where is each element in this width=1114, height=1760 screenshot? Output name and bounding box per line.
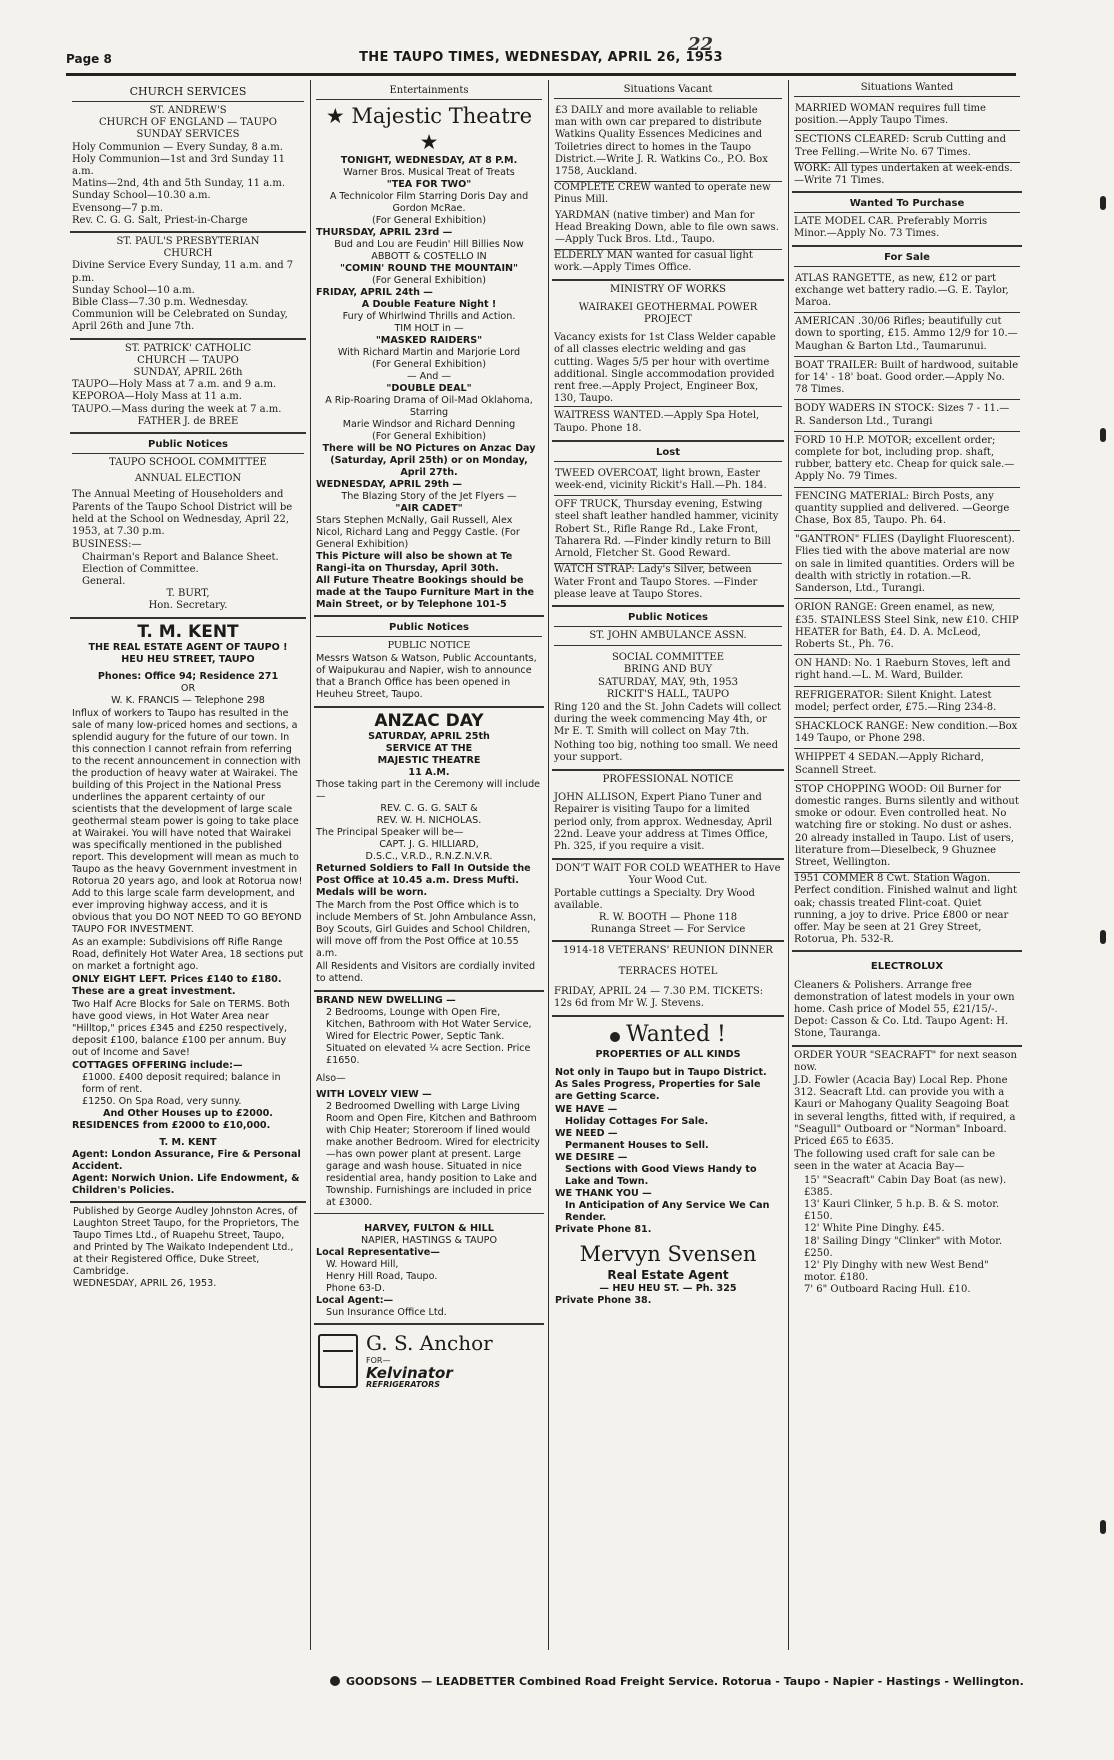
rep-line: Phone 63-D. xyxy=(326,1283,385,1294)
phone-line: OR xyxy=(180,682,196,694)
situations-vacant-section xyxy=(552,80,784,281)
screening-date: THURSDAY, APRIL 23rd — xyxy=(316,227,453,238)
screening-line: A Double Feature Night ! xyxy=(361,299,497,310)
lost-section xyxy=(552,442,784,607)
classified-ad: REFRIGERATOR: Silent Knight. Latest model; perfect order, £75.—Ring 234-8. xyxy=(794,687,1020,718)
column-4 xyxy=(792,80,1022,1670)
classified-ad: ON HAND: No. 1 Raeburn Stoves, left and right hand.—L. M. Ward, Builder. xyxy=(794,655,1020,686)
notice-line: There will be NO Pictures on Anzac Day (Saturday, April 25th) or on Monday, April 27th. xyxy=(322,443,536,478)
screening-line: A Rip-Roaring Drama of Oil-Mad Oklahoma, Starring xyxy=(325,395,533,418)
screening-line: Stars Stephen McNally, Gail Russell, Alex Nicol, Richard Lang and Peggy Castle. (For General Exhibition) xyxy=(316,515,520,550)
wanted-heading: WE NEED — xyxy=(555,1128,618,1140)
boat-listing: 12' White Pine Dinghy. £45. xyxy=(804,1223,945,1235)
notice-text: Nothing too big, nothing too small. We need your support. xyxy=(554,739,778,763)
wanted-detail: Permanent Houses to Sell. xyxy=(565,1140,709,1152)
advert-body: As an example: Subdivisions off Rifle Range Road, definitely Hot Water Area, 18 sections put on market a fortnight ago. xyxy=(72,936,304,972)
st-patricks-section xyxy=(70,340,306,434)
notice-title: ANZAC DAY xyxy=(374,711,484,731)
church-name: CHURCH — TAUPO xyxy=(137,354,239,366)
screening-line: (For General Exhibition) xyxy=(371,215,486,226)
refrigerator-icon xyxy=(318,1334,358,1388)
advert-body: The following used craft for sale can be seen in the water at Acacia Bay— xyxy=(794,1149,996,1173)
bullet-icon xyxy=(330,1676,340,1686)
notice-subtitle: RICKIT'S HALL, TAUPO xyxy=(606,688,730,700)
classified-ad: YARDMAN (native timber) and Man for Head Breaking Down, able to file own saws.—Apply Tuck Bros. Ltd., Taupo. xyxy=(554,207,782,251)
column-rule xyxy=(788,80,789,1650)
notice-subtitle: SATURDAY, APRIL 25th xyxy=(368,731,490,742)
st-john-notice xyxy=(552,607,784,771)
screening-line: Warner Bros. Musical Treat of Treats xyxy=(343,167,515,178)
wanted-heading: WE THANK YOU — xyxy=(555,1188,652,1200)
notice-subtitle: SERVICE AT THE xyxy=(385,743,473,754)
film-title: "DOUBLE DEAL" xyxy=(386,383,472,394)
wanted-detail: Sections with Good Views Handy to Lake and Town. xyxy=(565,1164,757,1188)
notice-text: FRIDAY, APRIL 24 — 7.30 P.M. TICKETS: 12s 6d from Mr W. J. Stevens. xyxy=(554,985,764,1009)
boat-listing: 12' Ply Dinghy with new West Bend" motor. £180. xyxy=(804,1260,989,1284)
agenda-item: General. xyxy=(82,575,126,587)
notice-subtitle: TERRACES HOTEL xyxy=(618,965,718,977)
service-line: Bible Class—7.30 p.m. Wednesday. xyxy=(72,297,249,309)
notice-text: Those taking part in the Ceremony will include— xyxy=(316,779,541,802)
st-pauls-section xyxy=(70,233,306,340)
wanted-detail: In Anticipation of Any Service We Can Render. xyxy=(565,1200,770,1224)
page-edge-mark xyxy=(1100,428,1106,442)
notice-text: Ring 120 and the St. John Cadets will collect during the week commencing May 4th, or Mr E. T. Smith will collect on May 7th. xyxy=(554,701,782,738)
service-line: Sunday School—10 a.m. xyxy=(72,284,195,296)
professional-notice xyxy=(552,771,784,860)
advert-title: Wanted ! xyxy=(626,1022,726,1048)
notice-title: PUBLIC NOTICE xyxy=(387,640,471,651)
section-heading: For Sale xyxy=(794,250,1020,267)
participant: CAPT. J. G. HILLIARD, xyxy=(379,839,479,850)
brand-prefix: FOR— xyxy=(366,1356,391,1365)
classified-ad: COMPLETE CREW wanted to operate new Pinus Mill. xyxy=(554,182,771,206)
advert-subtitle: PROPERTIES OF ALL KINDS xyxy=(595,1049,741,1061)
wanted-heading: WE HAVE — xyxy=(555,1104,618,1116)
anchor-kelvinator-advert xyxy=(314,1325,544,1397)
screening-date: FRIDAY, APRIL 24th — xyxy=(316,287,433,298)
notice-text: JOHN ALLISON, Expert Piano Tuner and Repairer is visiting Taupo for a limited period only, from approx. Wednesday, April 22nd. Leave your address at Times Office, Ph. 325, if you require a visit. xyxy=(554,792,773,852)
listing-text: Also— xyxy=(316,1073,346,1084)
advert-body: J.D. Fowler (Acacia Bay) Local Rep. Phone 312. Seacraft Ltd. can provide you with a Kauri or Mahogany Quality Seagoing Boat in several lengths, fitted with, if required, a "Seagull" Outboard or "Norman" Inboard. Priced £65 to £635. xyxy=(794,1075,1016,1148)
notice-title: TAUPO SCHOOL COMMITTEE xyxy=(109,457,267,469)
bullet-icon xyxy=(610,1032,620,1042)
rep-heading: Local Representative— xyxy=(316,1247,440,1258)
film-title: "AIR CADET" xyxy=(395,503,463,514)
screening-date: TONIGHT, WEDNESDAY, AT 8 P.M. xyxy=(340,155,518,166)
column-1 xyxy=(70,80,306,1670)
boat-listing: 15' "Seacraft" Cabin Day Boat (as new). £385. xyxy=(804,1174,1007,1198)
classified-ad: BOAT TRAILER: Built of hardwood, suitable for 14' - 18' boat. Good order.—Apply No. 78 Times. xyxy=(794,357,1020,401)
listing-text: 2 Bedroomed Dwelling with Large Living Room and Open Fire, Kitchen and Bathroom with Chip Heater; Storeroom if lined would make another Bedroom. Wired for electricity —has own power plant at present. Large garage and wash house. Situated in nice residential area, handy position to Lake and Township. Furnishings are included in price at £3000. xyxy=(326,1101,540,1208)
service-line: Matins—2nd, 4th and 5th Sunday, 11 a.m. xyxy=(72,178,286,190)
advert-subtitle: THE REAL ESTATE AGENT OF TAUPO ! xyxy=(88,641,288,653)
notice-subtitle: SOCIAL COMMITTEE xyxy=(611,652,725,664)
boat-listing: 18' Sailing Dingy "Clinker" with Motor. £250. xyxy=(804,1235,1003,1259)
service-line: Holy Communion — Every Sunday, 8 a.m. xyxy=(72,141,283,153)
service-line: KEPOROA—Holy Mass at 11 a.m. xyxy=(72,391,242,403)
boat-listing: 7' 6" Outboard Racing Hull. £10. xyxy=(804,1284,971,1296)
column-2 xyxy=(314,80,544,1670)
rep-heading: Local Agent:— xyxy=(316,1295,394,1306)
signatory-role: Hon. Secretary. xyxy=(148,600,228,612)
advert-contact: Runanga Street — For Service xyxy=(590,924,746,936)
screening-line: Bud and Lou are Feudin' Hill Billies Now xyxy=(334,239,524,250)
screening-line: Fury of Whirlwind Thrills and Action. xyxy=(342,311,516,322)
agent-line: Agent: London Assurance, Fire & Personal Accident. xyxy=(72,1148,301,1172)
advert-body: Influx of workers to Taupo has resulted in the sale of many low-priced homes and sections, a splendid augury for the future of our town. In this connection I cannot refrain from referring to the recent announcement in connection with the production of heavy water at Wairakei. The building of this Project in the National Press underlines the apparent certainty of our scientists that the development of large scale geothermal steam power is going to take place at Wairakei. You will have noted that Wairakei was specifically mentioned in the published report. This development will mean as much to Taupo as the heavy Government investment in Rotorua 20 years ago, and look at Rotorua now! Add to this large scale farm development, and ever improving highway access, and it is obvious that you DO NOT NEED TO GO BEYOND TAUPO FOR INVESTMENT. xyxy=(72,707,303,935)
page-edge-mark xyxy=(1100,196,1106,210)
advert-subtitle: HEU HEU STREET, TAUPO xyxy=(121,653,255,665)
agent-name: Mervyn Svensen xyxy=(579,1242,757,1267)
church-subhead: SUNDAY SERVICES xyxy=(136,129,240,141)
notice-subtitle: SATURDAY, MAY, 9th, 1953 xyxy=(597,676,738,688)
notice-subtitle: MAJESTIC THEATRE xyxy=(377,755,481,766)
public-notices-section xyxy=(70,434,306,618)
classified-ad: TWEED OVERCOAT, light brown, Easter week-end, vicinity Rickit's Hall.—Ph. 184. xyxy=(554,465,782,496)
brand-subtitle: REFRIGERATORS xyxy=(366,1380,441,1389)
notice-text: The Annual Meeting of Householders and Parents of the Taupo School District will be held at the School on Wednesday, April 22, 1953, at 7.30 p.m. xyxy=(72,489,293,538)
advert-highlight: ONLY EIGHT LEFT. Prices £140 to £180. These are a great investment. xyxy=(72,973,282,997)
harvey-fulton-hill-advert xyxy=(314,1214,544,1325)
screening-line: With Richard Martin and Marjorie Lord xyxy=(337,347,521,358)
screening-date: WEDNESDAY, APRIL 29th — xyxy=(316,479,462,490)
column-rule xyxy=(310,80,311,1650)
classified-ad: ORION RANGE: Green enamel, as new, £35. STAINLESS Steel Sink, new £10. CHIP HEATER for Bath, £4. D. A. McLeod, Roberts St., Ph. 76. xyxy=(794,599,1020,655)
public-notice-watson xyxy=(314,617,544,708)
film-title: "MASKED RAIDERS" xyxy=(375,335,483,346)
listing-title: WITH LOVELY VIEW — xyxy=(316,1089,432,1100)
classified-ad: ELDERLY MAN wanted for casual light work.—Apply Times Office. xyxy=(554,250,753,274)
agenda-item: Election of Committee. xyxy=(82,563,199,575)
section-heading: Wanted To Purchase xyxy=(794,196,1020,213)
page-header xyxy=(66,48,1016,76)
church-name: ST. PAUL'S PRESBYTERIAN xyxy=(116,236,260,248)
classified-ad: SECTIONS CLEARED: Scrub Cutting and Tree Felling.—Write No. 67 Times. xyxy=(794,131,1020,162)
classified-ad: AMERICAN .30/06 Rifles; beautifully cut down to sporting, £15. Ammo 12/9 for 10.—Maughan & Barton Ltd., Taumarunui. xyxy=(794,313,1020,357)
notice-text: The March from the Post Office which is to include Members of St. John Ambulance Assn, Boy Scouts, Girl Guides and School Children, will move off from the Post Office at 10.55 a.m. xyxy=(316,900,537,959)
participant: REV. C. G. G. SALT & xyxy=(380,803,478,814)
section-heading: Situations Vacant xyxy=(554,82,782,99)
electrolux-advert xyxy=(792,952,1022,1046)
listing-text: 2 Bedrooms, Lounge with Open Fire, Kitchen, Bathroom with Hot Water Service, Wired for Electric Power, Septic Tank. Situated on elevated ¼ acre Section. Price £1650. xyxy=(326,1007,532,1066)
church-services-section xyxy=(70,80,306,233)
classified-ad: WORK: All types undertaken at week-ends.—Write 71 Times. xyxy=(794,162,1013,187)
classified-ad: SHACKLOCK RANGE: New condition.—Box 149 Taupo, or Phone 298. xyxy=(794,718,1020,749)
classified-ad: BODY WADERS IN STOCK: Sizes 7 - 11.—R. Sanderson Ltd., Turangi xyxy=(794,400,1020,431)
seacraft-advert xyxy=(792,1047,1022,1300)
priest-name: FATHER J. de BREE xyxy=(137,415,239,427)
notice-subtitle: BRING AND BUY xyxy=(623,664,713,676)
advert-contact: R. W. BOOTH — Phone 118 xyxy=(598,911,738,923)
classified-ad: OFF TRUCK, Thursday evening, Estwing steel shaft leather handled hammer, vicinity Robert St., Rifle Range Rd., Lake Front, Taharera Rd. —Finder kindly return to Bill Arnold, Fletcher St. Good Reward. xyxy=(554,496,782,564)
service-line: Holy Communion—1st and 3rd Sunday 11 a.m. xyxy=(72,153,285,178)
advert-title: ELECTROLUX xyxy=(870,961,944,973)
classified-ad: 1951 COMMER 8 Cwt. Station Wagon. Perfect condition. Finished walnut and light oak; chassis treated Flint-coat. Quiet running, a joy to drive. Price £800 or near offer. May be seen at 21 Grey Street, Rotorua, Ph. 532-R. xyxy=(794,873,1017,946)
classified-ad: FENCING MATERIAL: Birch Posts, any quantity supplied and delivered. —George Chase, Box 85, Taupo. Ph. 64. xyxy=(794,488,1020,532)
classified-ad: "GANTRON" FLIES (Daylight Fluorescent). Flies tied with the above material are now on sale in limited quantities. Orders will be dealth with strictly in rotation.—R. Sanderson, Ltd., Turangi. xyxy=(794,531,1020,599)
service-line: Evensong—7 p.m. xyxy=(72,202,164,214)
notice-title: MINISTRY OF WORKS xyxy=(609,283,727,295)
service-line: TAUPO—Holy Mass at 7 a.m. and 9 a.m. xyxy=(72,379,277,391)
brand-logo: Kelvinator xyxy=(366,1364,453,1382)
listing-item: £1250. On Spa Road, very sunny. xyxy=(82,1095,242,1107)
agency-name: HARVEY, FULTON & HILL xyxy=(364,1223,494,1234)
column-3 xyxy=(552,80,784,1670)
advert-title: T. M. KENT xyxy=(137,621,239,642)
screening-line: (For General Exhibition) xyxy=(371,275,486,286)
imprint-date: WEDNESDAY, APRIL 26, 1953. xyxy=(73,1277,217,1289)
notice-text: BUSINESS:— xyxy=(72,539,142,551)
advert-body: Two Half Acre Blocks for Sale on TERMS. Both have good views, in Hot Water Area near "Hilltop," prices £345 and £250 respectively, deposit £100, balance £100 per annum. Buy out of Income and Save! xyxy=(72,998,290,1058)
advert-highlight: RESIDENCES from £2000 to £10,000. xyxy=(72,1119,271,1131)
footer-advert xyxy=(330,1675,1024,1688)
church-subhead: SUNDAY, APRIL 26th xyxy=(133,367,243,379)
advert-title: T. M. KENT xyxy=(159,1136,217,1148)
theatre-name: ★ Majestic Theatre ★ xyxy=(325,104,533,154)
wanted-to-purchase-section xyxy=(792,193,1022,246)
agency-locations: NAPIER, HASTINGS & TAUPO xyxy=(360,1235,498,1246)
classified-ad: £3 DAILY and more available to reliable man with own car prepared to distribute Watkins Quality Essences Medicines and Toiletries direct to homes in the Taupo District.—Write J. R. Watkins Co., P.O. Box 1758, Auckland. xyxy=(554,102,782,182)
situations-wanted-section xyxy=(792,80,1022,193)
agenda-item: Chairman's Report and Balance Sheet. xyxy=(82,551,279,563)
screening-line: (For General Exhibition) xyxy=(371,359,486,370)
service-line: Rev. C. G. G. Salt, Priest-in-Charge xyxy=(72,214,248,226)
phone-line: Private Phone 81. xyxy=(555,1224,652,1236)
dwelling-advert xyxy=(314,992,544,1214)
veterans-dinner-notice xyxy=(552,942,784,1017)
screening-line: The Blazing Story of the Jet Flyers — xyxy=(341,491,517,502)
signatory: T. BURT, xyxy=(166,588,210,600)
classified-ad: MARRIED WOMAN requires full time position.—Apply Taupo Times. xyxy=(794,100,1020,131)
notice-text: Messrs Watson & Watson, Public Accountants, of Waipukurau and Napier, wish to announce that a Branch Office has been opened in Heuheu Street, Taupo. xyxy=(316,653,537,700)
screening-line: ABBOTT & COSTELLO IN xyxy=(371,251,487,262)
entertainments-section xyxy=(314,80,544,617)
column-rule xyxy=(548,80,549,1650)
for-sale-section xyxy=(792,247,1022,953)
page-edge-mark xyxy=(1100,1520,1106,1534)
film-title: "TEA FOR TWO" xyxy=(386,179,472,190)
service-line: Communion will be Celebrated on Sunday, April 26th and June 7th. xyxy=(72,309,288,333)
notice-text: The Principal Speaker will be— xyxy=(316,827,464,838)
section-heading: CHURCH SERVICES xyxy=(72,83,304,102)
rep-line: W. Howard Hill, xyxy=(326,1259,399,1270)
boat-listing: 13' Kauri Clinker, 5 h.p. B. & S. motor. £150. xyxy=(804,1199,1000,1223)
agent-title: Real Estate Agent xyxy=(607,1268,729,1283)
classified-ad: LATE MODEL CAR. Preferably Morris Minor.—Apply No. 73 Times. xyxy=(794,216,988,240)
section-heading: Lost xyxy=(554,445,782,462)
classified-ad: ATLAS RANGETTE, as new, £12 or part exchange wet battery radio.—G. E. Taylor, Maroa. xyxy=(794,270,1020,314)
wanted-heading: WE DESIRE — xyxy=(555,1152,628,1164)
classified-ad: WATCH STRAP: Lady's Silver, between Water Front and Taupo Stores. —Finder please leave at Taupo Stores. xyxy=(554,564,758,600)
classified-ad: WHIPPET 4 SEDAN.—Apply Richard, Scannell Street. xyxy=(794,749,1020,780)
section-heading: Public Notices xyxy=(316,620,542,637)
footer-text: GOODSONS — LEADBETTER Combined Road Freight Service. Rotorua - Taupo - Napier - Hastings - Wellington. xyxy=(346,1675,1024,1688)
notice-title: PROFESSIONAL NOTICE xyxy=(602,773,734,785)
church-name: CHURCH OF ENGLAND — TAUPO xyxy=(99,117,277,129)
advert-body: Portable cuttings a Specialty. Dry Wood available. xyxy=(554,887,755,911)
mervyn-svensen-advert xyxy=(552,1017,784,1311)
agent-line: Agent: Norwich Union. Life Endowment, & Children's Policies. xyxy=(72,1172,300,1196)
notice-subtitle: WAIRAKEI GEOTHERMAL POWER PROJECT xyxy=(578,301,758,326)
section-heading: Situations Wanted xyxy=(794,80,1020,97)
section-heading: Public Notices xyxy=(72,437,304,454)
section-heading: Entertainments xyxy=(316,83,542,100)
dealer-name: G. S. Anchor xyxy=(366,1331,493,1355)
phone-line: Phones: Office 94; Residence 271 xyxy=(97,670,279,682)
wanted-detail: Holiday Cottages For Sale. xyxy=(565,1116,709,1128)
agent-address: — HEU HEU ST. — Ph. 325 xyxy=(599,1283,737,1295)
advert-body: Cleaners & Polishers. Arrange free demonstration of latest models in your own home. Cash price of Model 55, £21/15/-. Depot: Casson & Co. Ltd. Taupo Agent: H. Stone, Tauranga. xyxy=(794,979,1015,1040)
notice-line: This Picture will also be shown at Te Rangi-ita on Thursday, April 30th. xyxy=(316,551,513,574)
advert-title: DON'T WAIT FOR COLD WEATHER to Have Your Wood Cut. xyxy=(555,863,781,887)
section-heading: Public Notices xyxy=(554,610,782,627)
participant: REV. W. H. NICHOLAS. xyxy=(376,815,482,826)
advert-highlight: COTTAGES OFFERING include:— xyxy=(72,1059,243,1071)
screening-line: Marie Windsor and Richard Denning xyxy=(342,419,516,430)
church-name: ST. PATRICK' CATHOLIC xyxy=(124,342,252,354)
wood-cutting-advert xyxy=(552,860,784,942)
church-name: CHURCH xyxy=(163,248,213,260)
phone-line: W. K. FRANCIS — Telephone 298 xyxy=(111,694,265,706)
tm-kent-advert xyxy=(70,619,306,1203)
advert-highlight: And Other Houses up to £2000. xyxy=(103,1107,273,1119)
notice-text: Vacancy exists for 1st Class Welder capable of all classes electric welding and gas cutting. Wages 5/5 per hour with overtime additional. Single accommodation provided rent free.—Apply Project, Engineer Box, 130, Taupo. xyxy=(554,332,776,405)
screening-line: — And — xyxy=(406,371,452,382)
notice-highlight: Returned Soldiers to Fall In Outside the Post Office at 10.45 a.m. Dress Mufti. Medals will be worn. xyxy=(316,863,531,898)
screening-line: (For General Exhibition) xyxy=(371,431,486,442)
notice-line: All Future Theatre Bookings should be made at the Taupo Furniture Mart in the Main Street, or by Telephone 101-5 xyxy=(316,575,535,610)
advert-body: Not only in Taupo but in Taupo District. As Sales Progress, Properties for Sale are Getting Scarce. xyxy=(555,1067,767,1103)
screening-line: TIM HOLT in — xyxy=(394,323,464,334)
anzac-day-section xyxy=(314,708,544,992)
notice-title: 1914-18 VETERANS' REUNION DINNER xyxy=(563,945,773,957)
publisher-imprint: Published by George Audley Johnston Acres, of Laughton Street Taupo, for the Proprietors, The Taupo Times Ltd., of Ruapehu Street, Taupo, and Printed by The Waikato Independent Ltd., at their Registered Office, Duke Street, Cambridge. xyxy=(73,1205,300,1277)
newspaper-masthead: THE TAUPO TIMES, WEDNESDAY, APRIL 26, 1953 xyxy=(359,50,723,65)
handwritten-date-correction: 22 xyxy=(688,34,714,55)
service-line: TAUPO.—Mass during the week at 7 a.m. xyxy=(72,403,282,415)
screening-line: A Technicolor Film Starring Doris Day and Gordon McRae. xyxy=(329,191,529,214)
listing-title: BRAND NEW DWELLING — xyxy=(316,995,456,1006)
listing-item: £1000. £400 deposit required; balance in form of rent. xyxy=(82,1071,281,1095)
service-line: Divine Service Every Sunday, 11 a.m. and 7 p.m. xyxy=(72,260,294,284)
ministry-of-works-notice xyxy=(552,281,784,442)
imprint xyxy=(70,1203,306,1293)
page-edge-mark xyxy=(1100,930,1106,944)
film-title: "COMIN' ROUND THE MOUNTAIN" xyxy=(339,263,519,274)
classified-ad: FORD 10 H.P. MOTOR; excellent order; complete for bot, including prop. shaft, rubber, battery etc. Cheap for quick sale.—Apply No. 79 Times. xyxy=(794,432,1020,488)
page-number: Page 8 xyxy=(66,52,112,66)
participant: D.S.C., V.R.D., R.N.Z.N.V.R. xyxy=(365,851,493,862)
notice-subtitle: 11 A.M. xyxy=(408,767,450,778)
notice-title: ST. JOHN AMBULANCE ASSN. xyxy=(554,630,782,646)
notice-text: All Residents and Visitors are cordially invited to attend. xyxy=(316,961,536,984)
rep-line: Henry Hill Road, Taupo. xyxy=(326,1271,438,1282)
church-name: ST. ANDREW'S xyxy=(149,105,227,116)
advert-title: ORDER YOUR "SEACRAFT" for next season now. xyxy=(794,1049,1017,1073)
classified-ad: WAITRESS WANTED.—Apply Spa Hotel, Taupo. Phone 18. xyxy=(554,406,782,434)
rep-line: Sun Insurance Office Ltd. xyxy=(326,1307,447,1318)
classified-ad: STOP CHOPPING WOOD: Oil Burner for domestic ranges. Burns silently and without smoke or odour. Even controlled heat. No watching fire or stoking. No dust or ashes. 20 already installed in Taupo. List of users, literature from—Dieselbeck, 9 Ghuznee Street, Wellington. xyxy=(794,781,1020,873)
service-line: Sunday School—10.30 a.m. xyxy=(72,190,211,202)
phone-line: Private Phone 38. xyxy=(555,1295,652,1307)
notice-subtitle: ANNUAL ELECTION xyxy=(134,473,242,485)
